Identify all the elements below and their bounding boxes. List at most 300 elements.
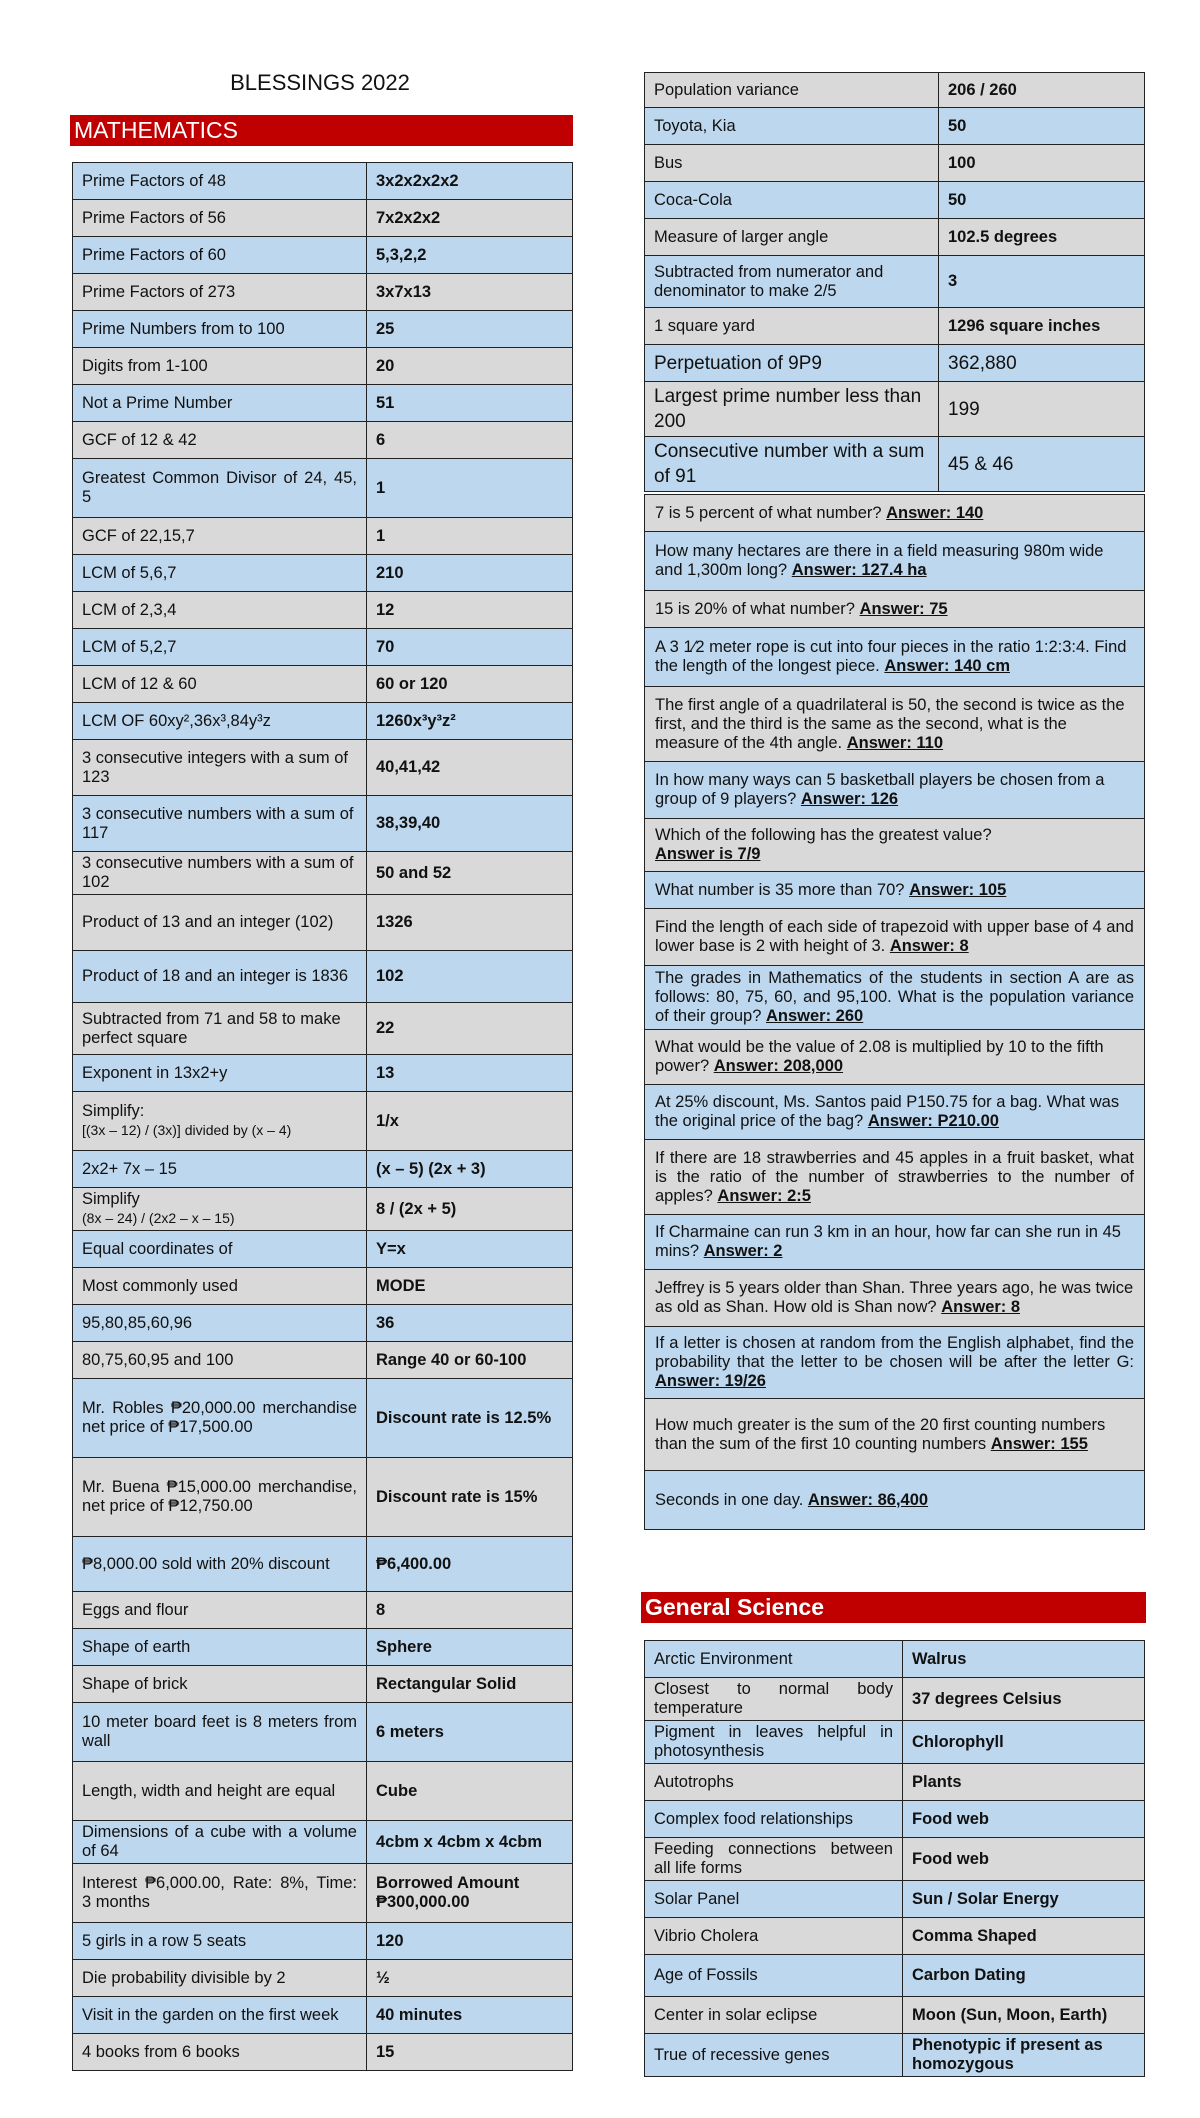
word-problem-text: If Charmaine can run 3 km in an hour, how far can she run in 45 mins? — [655, 1223, 1121, 1260]
word-problem-text: How much greater is the sum of the 20 first counting numbers than the sum of the first 10 counting numbers — [655, 1415, 1106, 1453]
table-row — [73, 1821, 573, 1864]
question-text: ₱8,000.00 sold with 20% discount — [82, 1554, 330, 1573]
answer-text: 7x2x2x2 — [376, 208, 441, 227]
question-cell — [73, 1666, 367, 1703]
answer-cell — [367, 1960, 573, 1997]
question-cell — [73, 1703, 367, 1762]
table-row — [73, 592, 573, 629]
answer-cell — [939, 256, 1145, 308]
answer-text: 120 — [376, 1931, 404, 1950]
answer-cell — [367, 518, 573, 555]
table-row — [73, 311, 573, 348]
answer-text: 1296 square inches — [948, 316, 1101, 335]
table-row — [73, 1305, 573, 1342]
table-row — [73, 1055, 573, 1092]
question-text: Subtracted from 71 and 58 to make perfect square — [82, 1009, 341, 1047]
question-cell — [73, 1537, 367, 1592]
table-row — [645, 256, 1145, 308]
table-row — [645, 1997, 1145, 2034]
answer-text: 100 — [948, 153, 976, 172]
answer-text: Food web — [912, 1809, 989, 1828]
question-cell — [645, 219, 939, 256]
answer-text: Food web — [912, 1849, 989, 1868]
question-text: Prime Factors of 273 — [82, 282, 236, 301]
answer-text: 60 or 120 — [376, 674, 448, 693]
word-problem-cell — [645, 1140, 1145, 1215]
question-text: Dimensions of a cube with a volume of 64 — [82, 1823, 357, 1860]
answer-cell — [367, 666, 573, 703]
mathematics-banner: MATHEMATICS — [70, 115, 573, 146]
answer-text: 37 degrees Celsius — [912, 1689, 1062, 1708]
answer-cell — [367, 895, 573, 951]
question-cell — [73, 703, 367, 740]
word-problem-row — [645, 1399, 1145, 1471]
question-cell — [73, 2034, 367, 2071]
answer-cell — [903, 1678, 1145, 1721]
question-cell — [645, 182, 939, 219]
word-problem-cell — [645, 819, 1145, 872]
question-cell — [73, 1458, 367, 1537]
answer-text: 22 — [376, 1019, 395, 1037]
question-text: Exponent in 13x2+y — [82, 1063, 228, 1082]
question-text: 95,80,85,60,96 — [82, 1313, 193, 1332]
word-problem-answer: Answer: 86,400 — [807, 1490, 929, 1509]
word-problem-answer: Answer: 208,000 — [713, 1057, 844, 1075]
word-problem-text: Seconds in one day. — [655, 1490, 804, 1509]
answer-text: (x – 5) (2x + 3) — [376, 1159, 486, 1178]
word-problem-cell — [645, 1085, 1145, 1140]
answer-cell — [939, 73, 1145, 108]
table-row — [73, 459, 573, 518]
answer-cell — [939, 219, 1145, 256]
question-cell — [645, 437, 939, 492]
word-problem-row — [645, 1140, 1145, 1215]
answer-cell — [367, 740, 573, 796]
answer-cell — [903, 1721, 1145, 1764]
question-cell — [73, 1379, 367, 1458]
question-cell — [645, 2034, 903, 2077]
word-problem-cell — [645, 1327, 1145, 1399]
answer-text: Y=x — [376, 1239, 406, 1258]
word-problem-answer: Answer: 19/26 — [655, 1372, 766, 1390]
question-cell — [73, 592, 367, 629]
table-row — [645, 1955, 1145, 1997]
question-subtext: (8x – 24) / (2x2 – x – 15) — [82, 1210, 235, 1226]
question-cell — [645, 1641, 903, 1678]
answer-cell — [367, 200, 573, 237]
answer-text: Chlorophyll — [912, 1732, 1004, 1751]
answer-text: Phenotypic if present as homozygous — [912, 2036, 1103, 2073]
answer-text: 3x7x13 — [376, 282, 432, 301]
answer-cell — [367, 1055, 573, 1092]
table-row — [73, 796, 573, 852]
question-cell — [645, 1955, 903, 1997]
question-cell — [73, 555, 367, 592]
question-text: 2x2+ 7x – 15 — [82, 1159, 177, 1178]
question-text: LCM of 2,3,4 — [82, 600, 177, 619]
table-row — [73, 348, 573, 385]
table-row — [73, 1092, 573, 1151]
question-text: Mr. Robles ₱20,000.00 merchandise net price of ₱17,500.00 — [82, 1399, 357, 1436]
question-cell — [73, 1923, 367, 1960]
word-problem-row — [645, 966, 1145, 1030]
question-cell — [73, 459, 367, 518]
table-row — [73, 1629, 573, 1666]
question-text: LCM OF 60xy²,36x³,84y³z — [82, 711, 271, 730]
answer-cell — [367, 1629, 573, 1666]
word-problem-cell — [645, 966, 1145, 1030]
word-problem-answer: Answer: P210.00 — [867, 1112, 999, 1130]
table-row — [73, 1003, 573, 1055]
answer-cell — [367, 274, 573, 311]
answer-cell — [367, 852, 573, 895]
answer-cell — [939, 437, 1145, 492]
answer-cell — [367, 629, 573, 666]
word-problem-answer: Answer: 75 — [859, 599, 948, 618]
word-problem-answer: Answer: 126 — [800, 790, 899, 808]
answer-text: 102 — [376, 967, 404, 985]
answer-text: ₱6,400.00 — [376, 1554, 452, 1573]
question-text: Visit in the garden on the first week — [82, 2005, 339, 2024]
answer-cell — [903, 1918, 1145, 1955]
table-row — [645, 437, 1145, 492]
question-text: GCF of 22,15,7 — [82, 526, 195, 545]
question-cell — [73, 518, 367, 555]
word-problem-text: If there are 18 strawberries and 45 apples in a fruit basket, what is the ratio of the number of strawberries to the number of apples? — [655, 1148, 1134, 1205]
table-row — [73, 703, 573, 740]
word-problem-text: Jeffrey is 5 years older than Shan. Three years ago, he was twice as old as Shan. How old is Shan now? — [655, 1279, 1134, 1316]
table-row — [73, 1151, 573, 1188]
table-row — [73, 200, 573, 237]
answer-text: MODE — [376, 1276, 426, 1295]
word-problem-row — [645, 1215, 1145, 1270]
question-text: 5 girls in a row 5 seats — [82, 1931, 247, 1950]
word-problem-row — [645, 628, 1145, 687]
answer-text: 1 — [376, 526, 386, 545]
word-problem-text: Which of the following has the greatest value? — [655, 826, 992, 844]
question-cell — [645, 345, 939, 382]
answer-cell — [367, 348, 573, 385]
question-cell — [73, 629, 367, 666]
word-problem-cell — [645, 591, 1145, 628]
word-problem-row — [645, 1270, 1145, 1327]
table-row — [645, 1678, 1145, 1721]
question-text: LCM of 5,6,7 — [82, 563, 177, 582]
right-answers-table — [644, 72, 1145, 492]
answer-cell — [903, 1955, 1145, 1997]
table-row — [73, 1231, 573, 1268]
table-row — [73, 1379, 573, 1458]
answer-text: 4cbm x 4cbm x 4cbm — [376, 1832, 542, 1851]
answer-cell — [367, 311, 573, 348]
answer-text: ½ — [376, 1968, 390, 1987]
question-cell — [73, 1268, 367, 1305]
question-text: 1 square yard — [654, 316, 755, 335]
question-text: Interest ₱6,000.00, Rate: 8%, Time: 3 months — [82, 1874, 357, 1911]
table-row — [645, 1918, 1145, 1955]
page-title: BLESSINGS 2022 — [230, 70, 410, 95]
table-row — [73, 385, 573, 422]
question-cell — [645, 145, 939, 182]
word-problem-cell — [645, 1215, 1145, 1270]
answer-cell — [367, 1923, 573, 1960]
word-problem-text: 15 is 20% of what number? — [655, 599, 855, 618]
word-problem-row — [645, 591, 1145, 628]
table-row — [73, 422, 573, 459]
answer-cell — [367, 1092, 573, 1151]
answer-text: 5,3,2,2 — [376, 245, 427, 264]
answer-text: 206 / 260 — [948, 80, 1017, 99]
question-text: LCM of 5,2,7 — [82, 637, 177, 656]
table-row — [645, 2034, 1145, 2077]
table-row — [73, 555, 573, 592]
question-text: 3 consecutive integers with a sum of 123 — [82, 748, 348, 786]
question-text: Pigment in leaves helpful in photosynthesis — [654, 1723, 893, 1760]
answer-cell — [903, 1764, 1145, 1801]
table-row — [645, 145, 1145, 182]
table-row — [645, 182, 1145, 219]
table-row — [73, 1188, 573, 1231]
table-row — [73, 1342, 573, 1379]
answer-cell — [939, 308, 1145, 345]
answer-text: 51 — [376, 393, 395, 412]
table-row — [645, 1838, 1145, 1881]
table-row — [645, 308, 1145, 345]
answer-cell — [367, 1537, 573, 1592]
question-cell — [73, 1003, 367, 1055]
table-row — [645, 1801, 1145, 1838]
table-row — [73, 1268, 573, 1305]
word-problem-cell — [645, 495, 1145, 532]
question-text: Shape of brick — [82, 1674, 188, 1693]
word-problem-answer: Answer: 2 — [703, 1242, 783, 1260]
answer-text: Walrus — [912, 1649, 967, 1668]
question-cell — [73, 852, 367, 895]
question-text: Consecutive number with a sum of 91 — [654, 441, 925, 487]
answer-cell — [367, 1821, 573, 1864]
word-problem-row — [645, 1085, 1145, 1140]
word-problem-answer: Answer: 127.4 ha — [791, 561, 927, 579]
answer-text: 199 — [948, 398, 980, 420]
table-row — [73, 1762, 573, 1821]
question-cell — [73, 1997, 367, 2034]
table-row — [73, 518, 573, 555]
question-text: Complex food relationships — [654, 1809, 854, 1828]
answer-cell — [367, 592, 573, 629]
word-problem-cell — [645, 762, 1145, 819]
word-problem-row — [645, 872, 1145, 909]
word-problem-answer: Answer: 260 — [766, 1007, 864, 1025]
question-cell — [73, 1305, 367, 1342]
answer-text: Borrowed Amount ₱300,000.00 — [376, 1874, 520, 1911]
answer-text: Cube — [376, 1781, 418, 1800]
question-text: Length, width and height are equal — [82, 1781, 336, 1800]
answer-text: 362,880 — [948, 352, 1017, 374]
answer-text: 45 & 46 — [948, 453, 1014, 475]
question-cell — [645, 1764, 903, 1801]
table-row — [645, 108, 1145, 145]
answer-cell — [939, 108, 1145, 145]
answer-text: Rectangular Solid — [376, 1674, 517, 1693]
word-problems-table — [644, 494, 1145, 1530]
table-row — [73, 852, 573, 895]
question-cell — [645, 308, 939, 345]
word-problem-answer: Answer: 105 — [909, 880, 1007, 899]
question-cell — [73, 1151, 367, 1188]
answer-cell — [367, 385, 573, 422]
question-cell — [73, 1864, 367, 1923]
question-text: Coca-Cola — [654, 190, 732, 209]
word-problem-row — [645, 909, 1145, 966]
answer-cell — [367, 951, 573, 1003]
answer-text: 40,41,42 — [376, 758, 441, 776]
question-text: 80,75,60,95 and 100 — [82, 1350, 234, 1369]
answer-text: Sphere — [376, 1637, 432, 1656]
general-science-table — [644, 1640, 1145, 2077]
answer-cell — [367, 703, 573, 740]
answer-text: 25 — [376, 319, 395, 338]
answer-text: Plants — [912, 1772, 962, 1791]
question-text: Not a Prime Number — [82, 393, 233, 412]
answer-cell — [367, 422, 573, 459]
word-problem-answer: Answer: 8 — [941, 1298, 1021, 1316]
word-problem-text: A 3 1⁄2 meter rope is cut into four pieces in the ratio 1:2:3:4. Find the length of the longest piece. — [655, 638, 1127, 675]
question-cell — [645, 108, 939, 145]
answer-text: 15 — [376, 2042, 395, 2061]
word-problem-text: The grades in Mathematics of the students in section A are as follows: 80, 75, 60, and 95,100. What is the population variance of their group? — [655, 969, 1134, 1025]
answer-text: 1326 — [376, 913, 413, 931]
question-cell — [73, 1960, 367, 1997]
table-row — [73, 2034, 573, 2071]
answer-text: Sun / Solar Energy — [912, 1889, 1059, 1908]
table-row — [73, 1537, 573, 1592]
table-row — [645, 1764, 1145, 1801]
question-text: Die probability divisible by 2 — [82, 1968, 286, 1987]
answer-cell — [367, 1231, 573, 1268]
question-cell — [73, 422, 367, 459]
answer-text: 50 — [948, 190, 967, 209]
general-science-banner: General Science — [641, 1592, 1146, 1623]
table-row — [73, 1666, 573, 1703]
table-row — [645, 345, 1145, 382]
answer-text: 36 — [376, 1313, 395, 1332]
question-cell — [645, 1918, 903, 1955]
table-row — [73, 1864, 573, 1923]
answer-text: 210 — [376, 563, 404, 582]
question-text: Product of 18 and an integer is 1836 — [82, 967, 349, 985]
question-cell — [73, 1188, 367, 1231]
question-text: Prime Factors of 48 — [82, 171, 226, 190]
answer-cell — [903, 1641, 1145, 1678]
answer-cell — [367, 1188, 573, 1231]
answer-text: 40 minutes — [376, 2005, 463, 2024]
question-cell — [645, 1838, 903, 1881]
word-problem-text: How many hectares are there in a field measuring 980m wide and 1,300m long? — [655, 542, 1104, 579]
table-row — [645, 1721, 1145, 1764]
question-text: Shape of earth — [82, 1637, 191, 1656]
question-text: 10 meter board feet is 8 meters from wall — [82, 1713, 357, 1750]
answer-cell — [939, 345, 1145, 382]
question-cell — [73, 796, 367, 852]
question-text: Vibrio Cholera — [654, 1926, 759, 1945]
table-row — [73, 629, 573, 666]
question-text: LCM of 12 & 60 — [82, 674, 197, 693]
word-problem-cell — [645, 1471, 1145, 1530]
answer-cell — [367, 459, 573, 518]
word-problem-answer: Answer: 110 — [846, 733, 944, 752]
answer-cell — [367, 796, 573, 852]
question-text: Center in solar eclipse — [654, 2005, 818, 2024]
answer-cell — [367, 1305, 573, 1342]
question-cell — [645, 256, 939, 308]
question-text: Greatest Common Divisor of 24, 45, 5 — [82, 469, 357, 506]
question-cell — [73, 1342, 367, 1379]
answer-cell — [903, 2034, 1145, 2077]
question-cell — [73, 274, 367, 311]
question-cell — [73, 1592, 367, 1629]
word-problem-row — [645, 819, 1145, 872]
question-text: Age of Fossils — [654, 1966, 758, 1984]
word-problem-cell — [645, 1270, 1145, 1327]
question-text: GCF of 12 & 42 — [82, 430, 197, 449]
word-problem-row — [645, 1030, 1145, 1085]
question-cell — [73, 1231, 367, 1268]
question-text: Subtracted from numerator and denominator to make 2/5 — [654, 262, 884, 300]
table-row — [73, 1923, 573, 1960]
table-row — [73, 951, 573, 1003]
answer-text: 38,39,40 — [376, 814, 441, 832]
word-problem-text: At 25% discount, Ms. Santos paid P150.75 for a bag. What was the original price of the bag? — [655, 1093, 1120, 1130]
table-row — [645, 382, 1145, 437]
answer-cell — [367, 1379, 573, 1458]
question-cell — [73, 1762, 367, 1821]
answer-text: 13 — [376, 1063, 395, 1082]
question-text: Arctic Environment — [654, 1649, 793, 1668]
word-problem-row — [645, 532, 1145, 591]
answer-text: 50 — [948, 116, 967, 135]
word-problem-answer: Answer: 140 — [886, 503, 984, 522]
answer-cell — [367, 1703, 573, 1762]
question-text: Prime Numbers from to 100 — [82, 319, 285, 338]
word-problem-cell — [645, 687, 1145, 762]
word-problem-text: The first angle of a quadrilateral is 50, the second is twice as the first, and the third is the same as the second, what is the measure of the 4th angle. — [655, 695, 1125, 752]
answer-cell — [367, 163, 573, 200]
question-cell — [645, 1997, 903, 2034]
question-text: Perpetuation of 9P9 — [654, 352, 822, 374]
question-cell — [645, 73, 939, 108]
answer-cell — [367, 1666, 573, 1703]
answer-text: Carbon Dating — [912, 1966, 1026, 1984]
answer-text: 3 — [948, 272, 958, 290]
question-cell — [645, 1721, 903, 1764]
answer-text: 8 — [376, 1600, 386, 1619]
table-row — [73, 1960, 573, 1997]
question-cell — [73, 163, 367, 200]
answer-cell — [367, 1997, 573, 2034]
question-cell — [73, 1629, 367, 1666]
question-text: Mr. Buena ₱15,000.00 merchandise, net price of ₱12,750.00 — [82, 1478, 357, 1515]
table-row — [645, 219, 1145, 256]
question-text: 4 books from 6 books — [82, 2042, 240, 2061]
word-problem-text: Find the length of each side of trapezoid with upper base of 4 and lower base is 2 with height of 3. — [655, 918, 1134, 955]
answer-text: 8 / (2x + 5) — [376, 1199, 457, 1218]
answer-cell — [367, 1151, 573, 1188]
word-problem-cell — [645, 628, 1145, 687]
answer-cell — [367, 1268, 573, 1305]
word-problem-answer: Answer: 140 cm — [884, 657, 1010, 675]
question-text: Prime Factors of 56 — [82, 208, 226, 227]
answer-text: 3x2x2x2x2 — [376, 171, 459, 190]
